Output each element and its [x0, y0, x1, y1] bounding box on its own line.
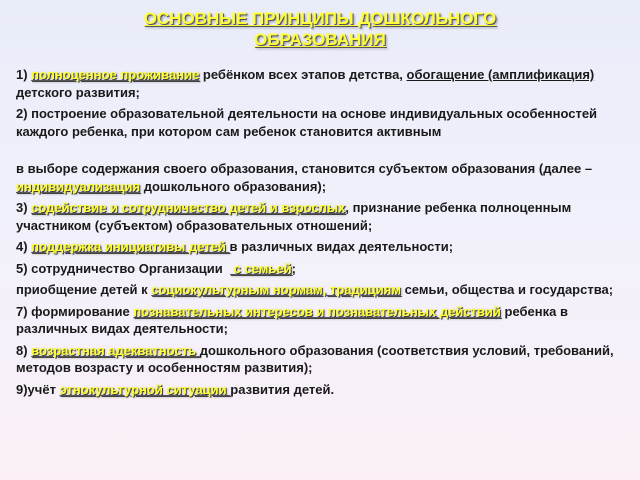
principle-4-text: в различных видах деятельности;	[229, 239, 454, 254]
principle-5-text-a: 5) сотрудничество Организации	[16, 260, 230, 276]
principle-9	[16, 381, 628, 399]
slide-title	[0, 8, 640, 50]
principle-3	[16, 199, 628, 234]
principles-list	[16, 66, 628, 402]
principle-1-text-b: детского развития;	[16, 84, 140, 100]
principle-4	[16, 238, 628, 256]
principle-3-highlight: содействие и сотрудничество детей и взрослых	[31, 200, 346, 215]
principle-8-number: 8)	[16, 342, 32, 358]
principle-8	[16, 342, 628, 377]
principle-6-text-b: семьи, общества и государства;	[400, 282, 614, 297]
principle-5-highlight: с семьей	[230, 260, 292, 276]
principle-1-underlined: обогащение (амплификация)	[406, 67, 595, 82]
principle-6-text-a: приобщение детей к	[16, 282, 152, 297]
principle-1-number: 1)	[16, 67, 32, 82]
principle-7-text-b: ребенка в различных видах деятельности;	[16, 303, 568, 336]
principle-2-text-b: в выборе содержания своего образования, становится субъектом образования (далее –	[16, 161, 593, 176]
principle-2-highlight: индивидуализация	[16, 178, 141, 194]
slide-title-line-1: ОСНОВНЫЕ ПРИНЦИПЫ ДОШКОЛЬНОГО	[143, 9, 497, 28]
principle-3-number: 3)	[16, 200, 32, 215]
principle-3-text: , признание ребенка полноценным участником (субъектом) образовательных отношений;	[16, 200, 572, 233]
principle-1	[16, 66, 628, 101]
principle-5-text-b: ;	[291, 260, 296, 276]
principle-2-text-c: дошкольного образования);	[140, 178, 327, 194]
principle-1-highlight: полноценное проживание	[31, 67, 200, 82]
principle-6	[16, 281, 628, 299]
principle-9-text-a: 9)учёт	[16, 381, 60, 397]
paragraph-gap	[16, 144, 628, 160]
principle-8-highlight: возрастная адекватность	[31, 342, 200, 358]
principle-9-highlight: этнокультурной ситуации	[59, 381, 231, 397]
principle-8-text: дошкольного образования (соответствия условий, требований, методов возрасту и особенностям развития);	[16, 342, 614, 375]
principle-7	[16, 303, 628, 338]
principle-5	[16, 260, 628, 278]
principle-6-highlight: социокультурным нормам, традициям	[151, 282, 401, 297]
principle-4-number: 4)	[16, 239, 32, 254]
principle-2-continued	[16, 160, 628, 195]
principle-2	[16, 105, 628, 140]
principle-7-text-a: 7) формирование	[16, 303, 134, 319]
principle-1-text-a: ребёнком всех этапов детства,	[199, 67, 407, 82]
slide-title-line-2: ОБРАЗОВАНИЯ	[254, 30, 386, 49]
principle-9-text-b: развития детей.	[230, 381, 335, 397]
principle-7-highlight: познавательных интересов и познавательных действий	[133, 303, 501, 319]
principle-4-highlight: поддержка инициативы детей	[31, 239, 230, 254]
principle-2-text-a: 2) построение образовательной деятельности на основе индивидуальных особенностей каждого ребенка, при котором сам ребенок становится активным	[16, 106, 598, 139]
